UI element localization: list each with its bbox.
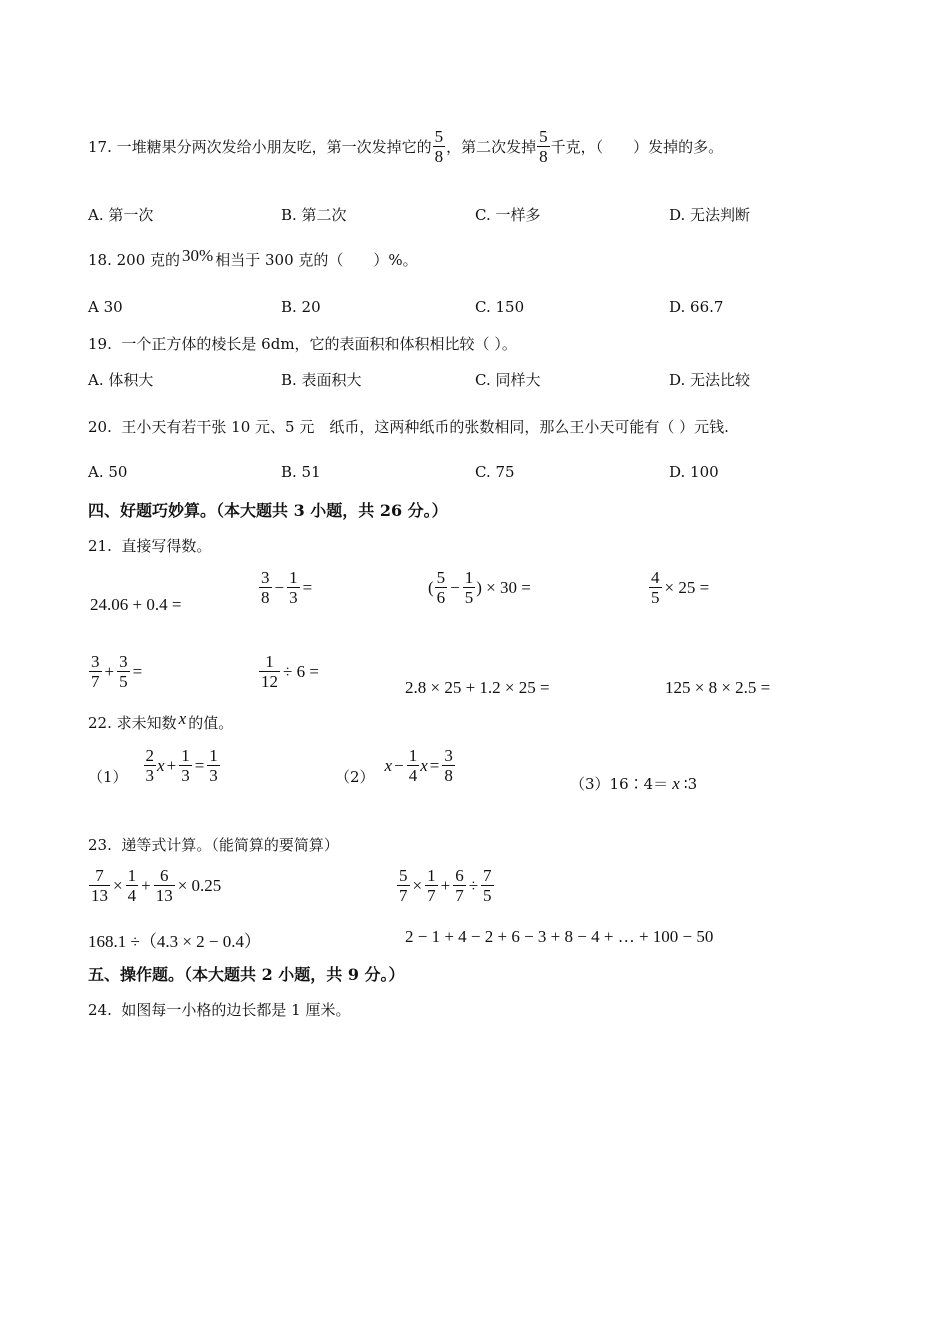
option-b: B. 表面积大 <box>281 371 362 389</box>
question-number: 20. <box>88 418 112 436</box>
option-c: C. 一样多 <box>475 206 541 224</box>
option-d: D. 66.7 <box>669 298 724 316</box>
option-b: B. 20 <box>281 298 321 316</box>
equation-2: （2） x − $\frac{1}{4}$ x = $\frac{3}{8}$ <box>335 746 453 786</box>
calc-expression-2: $\frac{5}{7}$ × $\frac{1}{7}$ + $\frac{6}{7}$ ÷ $\frac{7}{5}$ <box>399 866 492 905</box>
calc-expression-3: 168.1 ÷（4.3 × 2 − 0.4） <box>88 932 262 951</box>
option-a: A. 50 <box>88 463 128 481</box>
question-number: 23. <box>88 836 112 854</box>
option-d: D. 100 <box>669 463 719 481</box>
expression-5: $\frac{3}{7}$ + $\frac{3}{5}$ = <box>91 652 143 691</box>
fraction: $\frac{5}{8}$ <box>434 127 444 166</box>
question-21: 21. 直接写得数。 <box>88 537 212 555</box>
question-number: 22. <box>88 713 112 732</box>
question-number: 18. <box>88 250 112 269</box>
variable: x <box>178 708 187 728</box>
question-18: 18. 200 克的 30% 相当于 300 克的（ ）%。 <box>88 245 418 269</box>
question-23: 23. 递等式计算。（能简算的要简算） <box>88 836 339 854</box>
option-b: B. 51 <box>281 463 321 481</box>
question-number: 19. <box>88 335 112 353</box>
expression-1: 24.06 + 0.4 = <box>90 595 182 614</box>
percent-value: 30% <box>182 245 214 265</box>
question-number: 21. <box>88 537 112 555</box>
section-heading-5: 五、操作题。（本大题共 2 小题，共 9 分。） <box>88 965 405 984</box>
section-heading-4: 四、好题巧妙算。（本大题共 3 小题，共 26 分。） <box>88 501 448 520</box>
option-a: A. 体积大 <box>88 371 154 389</box>
equation-1: （1） $\frac{2}{3}$ x + $\frac{1}{3}$ = $\frac{1}{3}$ <box>88 746 218 786</box>
question-22: 22. 求未知数 x 的值。 <box>88 708 234 732</box>
expression-2: $\frac{3}{8}$ − $\frac{1}{3}$ = <box>261 568 313 607</box>
question-text: 一堆糖果分两次发给小朋友吃，第一次发掉它的 <box>116 138 432 156</box>
question-number: 24. <box>88 1001 112 1019</box>
option-a: A. 第一次 <box>88 206 154 224</box>
option-d: D. 无法判断 <box>669 206 751 224</box>
option-a: A 30 <box>88 298 123 316</box>
question-19: 19. 一个正方体的棱长是 6dm，它的表面积和体积相比较（ ）。 <box>88 335 517 353</box>
option-c: C. 同样大 <box>475 371 541 389</box>
option-c: C. 150 <box>475 298 525 316</box>
option-d: D. 无法比较 <box>669 371 751 389</box>
expression-6: $\frac{1}{12}$ ÷ 6 = <box>261 652 319 691</box>
fraction: $\frac{5}{8}$ <box>539 127 548 166</box>
question-17: 17. 一堆糖果分两次发给小朋友吃，第一次发掉它的 $\frac{5}{8}$ ，第二次发掉 $\frac{5}{8}$ 千克，（ ）发掉的多。 <box>88 127 724 166</box>
question-20: 20. 王小天有若干张 10 元、5 元 纸币，这两种纸币的张数相同，那么王小天可能有（ ）元钱. <box>88 418 729 436</box>
equation-3: （3）16∶4＝ x ∶3 <box>570 773 698 793</box>
question-number: 17. <box>88 137 112 156</box>
question-24: 24. 如图每一小格的边长都是 1 厘米。 <box>88 1001 351 1019</box>
expression-4: $\frac{4}{5}$ × 25 = <box>651 568 710 607</box>
expression-8: 125 × 8 × 2.5 = <box>665 678 771 697</box>
calc-expression-1: $\frac{7}{13}$ × $\frac{1}{4}$ + $\frac{6}{13}$ × 0.25 <box>91 866 222 905</box>
expression-7: 2.8 × 25 + 1.2 × 25 = <box>405 678 550 697</box>
option-b: B. 第二次 <box>281 206 347 224</box>
calc-expression-4: 2 − 1 + 4 − 2 + 6 − 3 + 8 − 4 + … + 100 − 50 <box>405 927 714 946</box>
option-c: C. 75 <box>475 463 515 481</box>
expression-3: ( $\frac{5}{6}$ − $\frac{1}{5}$ ) × 30 = <box>428 568 531 607</box>
